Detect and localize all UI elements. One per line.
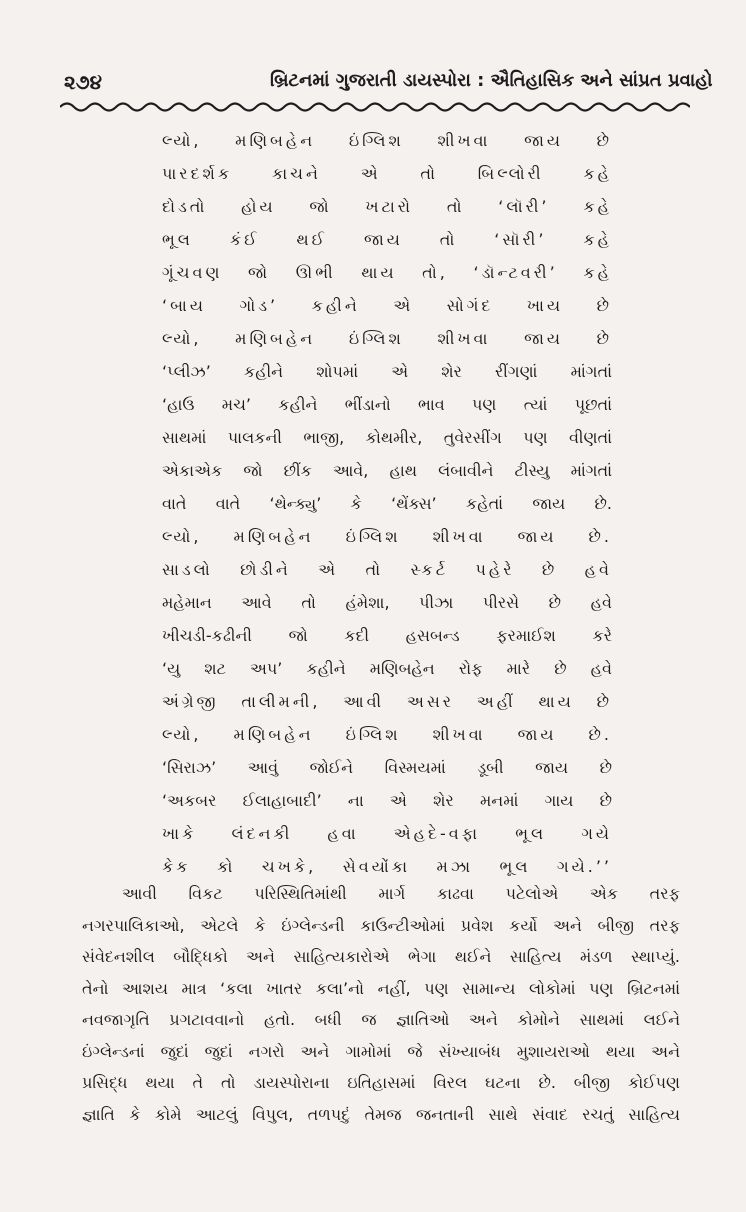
poem-line: ‘બાય ગોડ’ કહીને એ સોગંદ ખાય છે <box>162 296 612 315</box>
poem-line: સાથમાં પાલકની ભાજી, કોથમીર, તુવેરસીંગ પણ વીણતાં <box>162 428 612 447</box>
prose-line: ઇંગ્લેન્ડનાં જુદાં જુદાં નગરો અને ગામોમાં જે સંખ્યાબંધ મુશાયરાઓ થયા અને <box>82 1041 680 1061</box>
poem-line: લ્યો, મણિબહેન ઇંગ્લિશ શીખવા જાય છે <box>162 131 612 150</box>
prose-paragraph <box>82 878 680 1130</box>
poem-line: સાડલો છોડીને એ તો સ્કર્ટ પહેરે છે હવે <box>162 560 612 579</box>
poem-line: લ્યો, મણિબહેન ઇંગ્લિશ શીખવા જાય છે. <box>162 527 612 546</box>
poem-line: ખાકે લંદનકી હવા એહદે-વફા ભૂલ ગયે <box>162 824 612 843</box>
prose-line: નગરપાલિકાઓ, એટલે કે ઇંગ્લેન્ડની કાઉન્ટીઓમાં પ્રવેશ કર્યો અને બીજી તરફ <box>82 915 680 935</box>
poem-line: ‘યુ શટ અપ’ કહીને મણિબહેન રોફ મારે છે હવે <box>162 659 612 678</box>
poem-line: લ્યો, મણિબહેન ઇંગ્લિશ શીખવા જાય છે <box>162 329 612 348</box>
running-title: બ્રિટનમાં ગુજરાતી ડાયસ્પોરા : ઐતિહાસિક અને સાંપ્રત પ્રવાહો <box>270 70 713 91</box>
poem-line: ‘સિરાઝ’ આવું જોઈને વિસ્મયમાં ડૂબી જાય છે <box>162 758 612 777</box>
prose-line: આવી વિકટ પરિસ્થિતિમાંથી માર્ગ કાઢવા પટેલોએ એક તરફ <box>122 884 680 903</box>
poem-line: વાતે વાતે ‘થેન્ક્યુ’ કે ‘થેંક્સ’ કહેતાં જાય છે. <box>162 494 612 513</box>
poem-line: અંગ્રેજી તાલીમની, આવી અસર અહીં થાય છે <box>162 692 612 711</box>
poem-line: મહેમાન આવે તો હંમેશા, પીઝા પીરસે છે હવે <box>162 593 612 612</box>
poem-line: કેક કો ચખકે, સેવયોંકા મઝા ભૂલ ગયે.’’ <box>162 857 612 876</box>
poem-line: ભૂલ કંઈ થઈ જાય તો ‘સૉરી’ કહે <box>162 230 612 249</box>
prose-line: જ્ઞાતિ કે કોમે આટલું વિપુલ, તળપદું તેમજ જનતાની સાથે સંવાદ રચતું સાહિત્ય <box>82 1104 680 1124</box>
poem-line: દોડતો હોય જો ખટારો તો ‘લૉરી’ કહે <box>162 197 612 216</box>
poem-line: એકાએક જો છીંક આવે, હાથ લંબાવીને ટીસ્યુ માંગતાં <box>162 461 612 480</box>
poem-line: લ્યો, મણિબહેન ઇંગ્લિશ શીખવા જાય છે. <box>162 725 612 744</box>
prose-line: પ્રસિદ્ધ થયા તે તો ડાયસ્પોરાના ઇતિહાસમાં વિરલ ઘટના છે. બીજી કોઈપણ <box>82 1073 680 1092</box>
poem-line: ગૂંચવણ જો ઊભી થાય તો, ‘ડૉન્ટવરી’ કહે <box>162 263 612 282</box>
wavy-rule-ornament <box>60 100 690 114</box>
poem-line: ‘પ્લીઝ’ કહીને શોપમાં એ શેર રીંગણાં માંગતાં <box>162 362 612 381</box>
poem-line: ‘અકબર ઈલાહાબાદી’ ના એ શેર મનમાં ગાય છે <box>162 791 612 810</box>
page-number: ૨૭૪ <box>64 70 103 94</box>
page-header <box>52 62 712 102</box>
prose-line: સંવેદનશીલ બૌદ્ધિકો અને સાહિત્યકારોએ ભેગા થઈને સાહિત્ય મંડળ સ્થાપ્યું. <box>82 947 680 966</box>
poem-line: પારદર્શક કાચને એ તો બિલ્લોરી કહે <box>162 164 612 183</box>
poem-line: ‘હાઉ મચ’ કહીને ભીંડાનો ભાવ પણ ત્યાં પૂછતાં <box>162 395 612 414</box>
prose-line: તેનો આશય માત્ર ‘કલા ખાતર કલા’નો નહીં, પણ સામાન્ય લોકોમાં પણ બ્રિટનમાં <box>82 978 680 998</box>
prose-line: નવજાગૃતિ પ્રગટાવવાનો હતો. બધી જ જ્ઞાતિઓ અને કોમોને સાથમાં લઈને <box>82 1010 680 1029</box>
poem-block <box>162 124 612 883</box>
poem-line: ખીચડી-કઢીની જો કદી હસબન્ડ ફરમાઈશ કરે <box>162 626 612 645</box>
